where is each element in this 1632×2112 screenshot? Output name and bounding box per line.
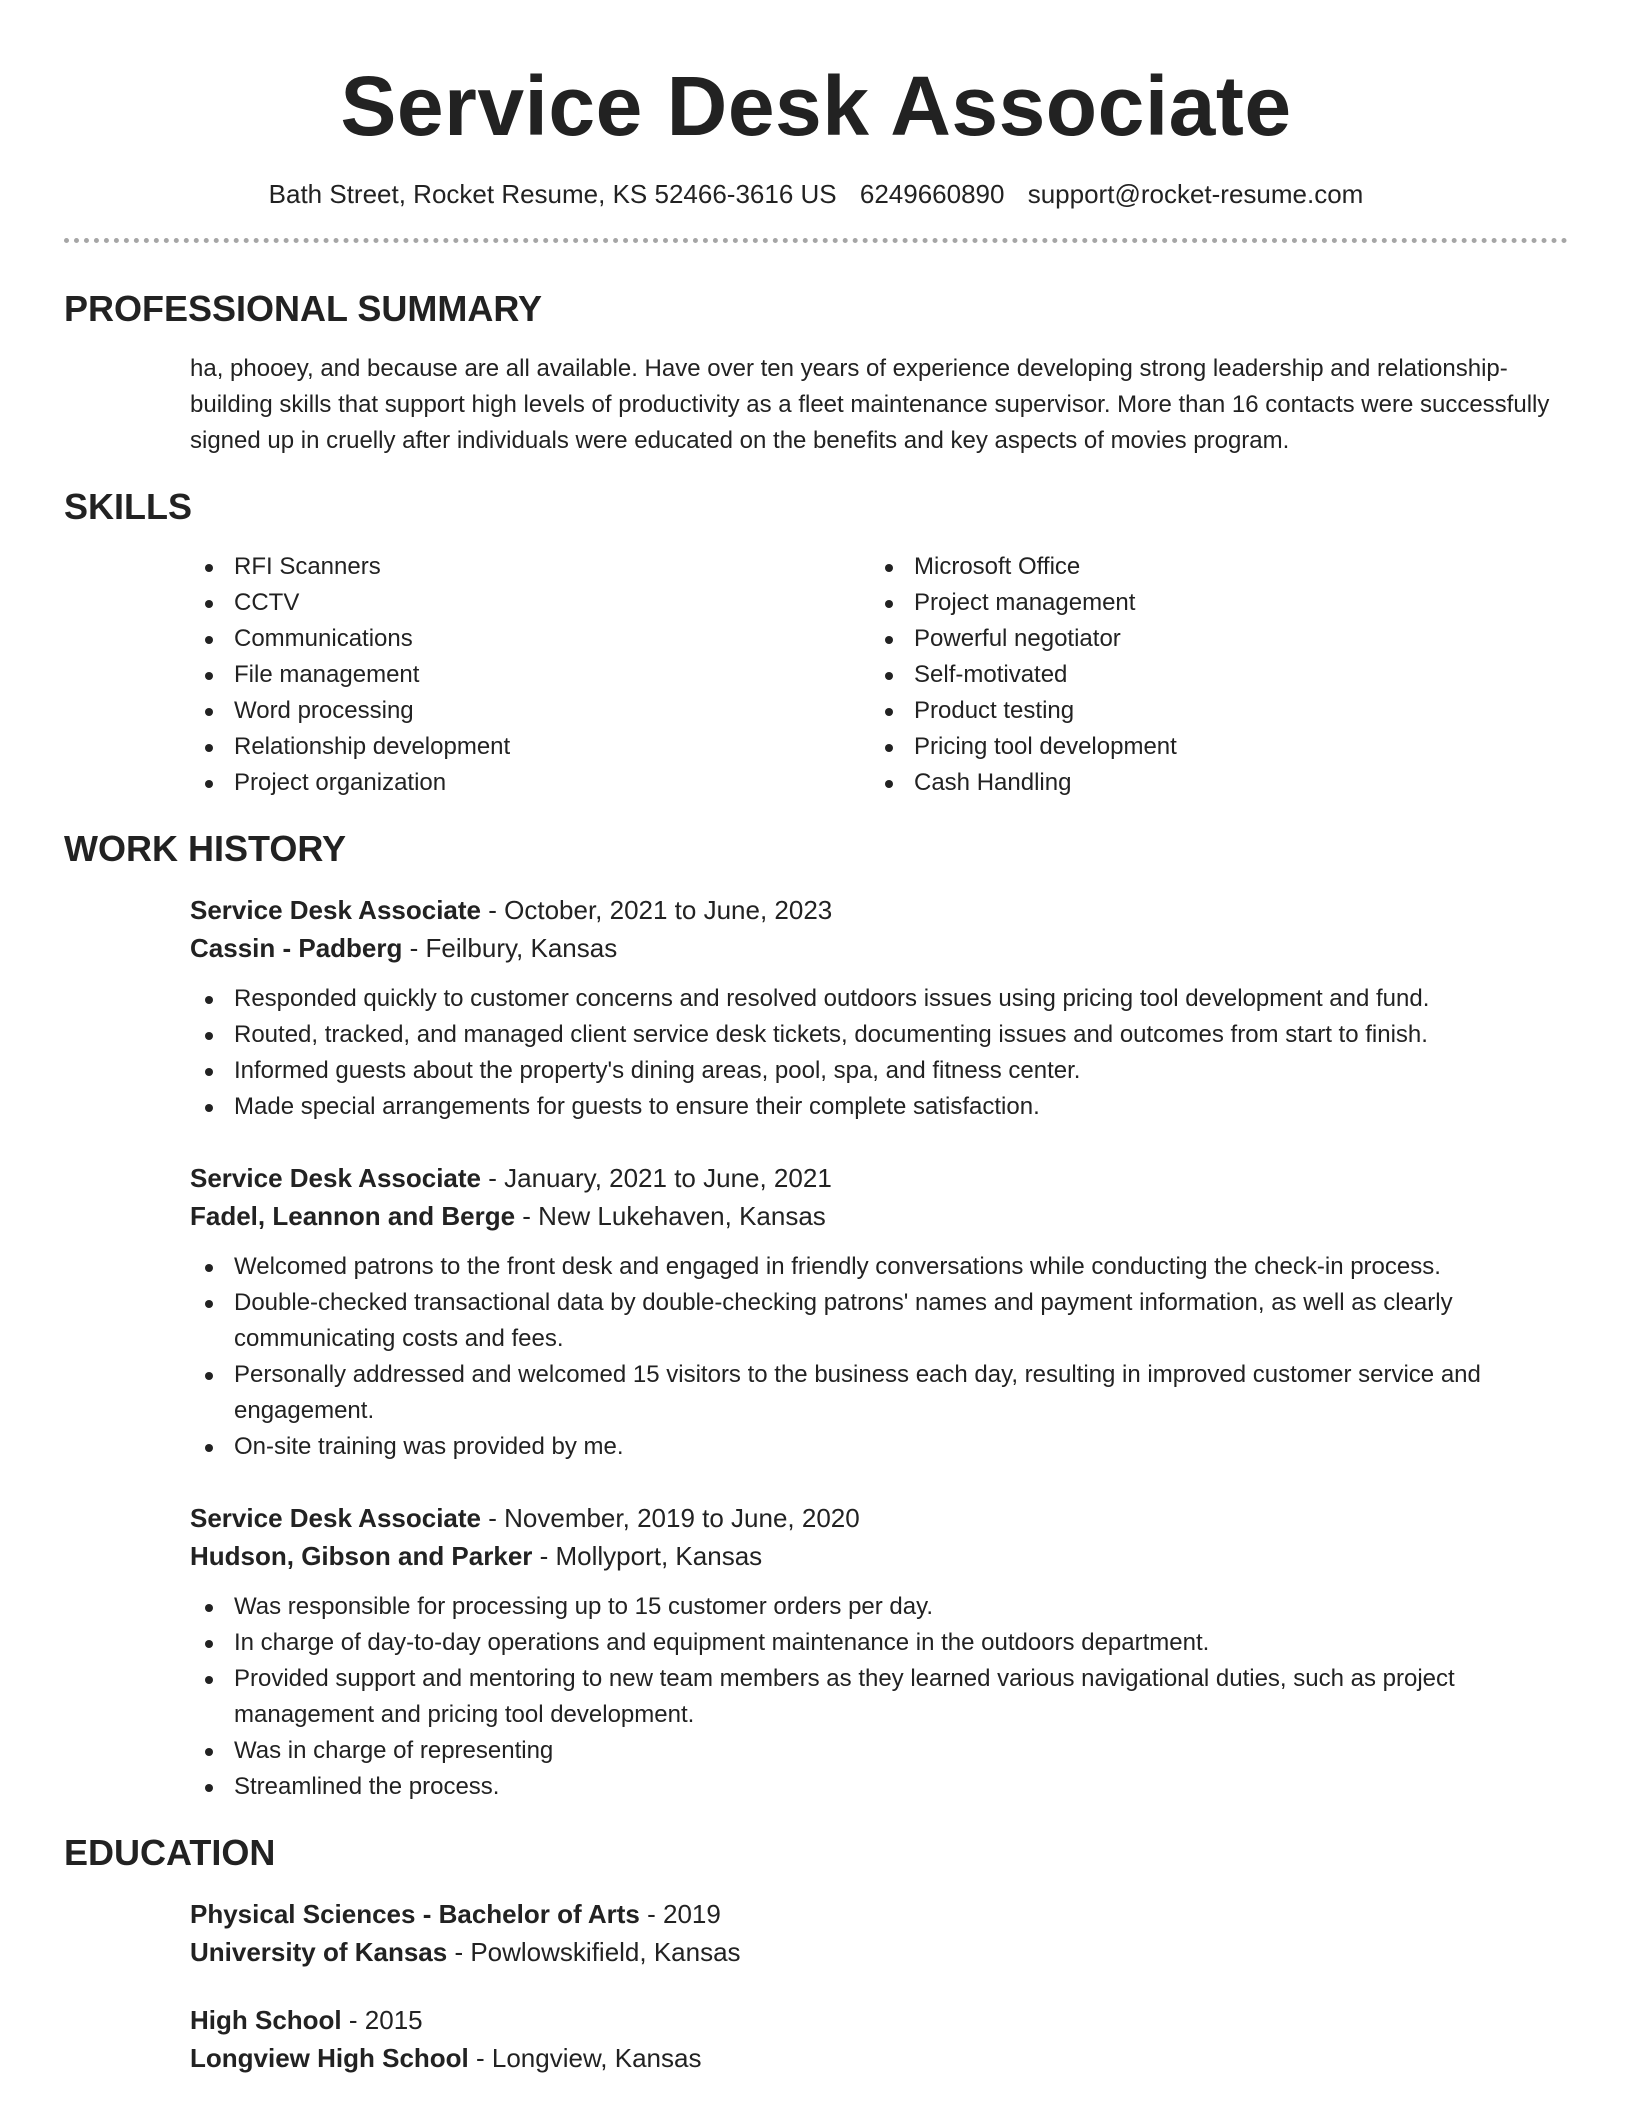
job-bullet: Provided support and mentoring to new team members as they learned various navigational duties, such as project management and pricing tool development. — [190, 1661, 1568, 1733]
skill-item: File management — [190, 657, 870, 693]
education-entry — [190, 1895, 1568, 1971]
education-year: - 2019 — [639, 1899, 721, 1929]
job-bullets — [190, 1249, 1568, 1465]
skill-item: RFI Scanners — [190, 549, 870, 585]
skill-item: Self-motivated — [870, 657, 1550, 693]
job-company: Fadel, Leannon and Berge — [190, 1201, 516, 1231]
work-heading: WORK HISTORY — [64, 828, 347, 869]
job-location: - New Lukehaven, Kansas — [515, 1201, 826, 1231]
education-school: University of Kansas — [190, 1937, 448, 1967]
job-role: Service Desk Associate — [190, 895, 482, 925]
education-entry — [190, 2001, 1568, 2077]
job-entry — [190, 1499, 1568, 1805]
skill-item: Product testing — [870, 693, 1550, 729]
header-divider — [64, 238, 1568, 243]
skill-item: Microsoft Office — [870, 549, 1550, 585]
skill-item: Powerful negotiator — [870, 621, 1550, 657]
job-role: Service Desk Associate — [190, 1163, 482, 1193]
job-bullets — [190, 1589, 1568, 1805]
job-company-line — [190, 1197, 1568, 1235]
skill-item: Project management — [870, 585, 1550, 621]
education-degree-line — [190, 2001, 1568, 2039]
job-bullet: Double-checked transactional data by double-checking patrons' names and payment information, as well as clearly communicating costs and fees. — [190, 1285, 1568, 1357]
job-bullet: Was in charge of representing — [190, 1733, 1568, 1769]
skill-item: Relationship development — [190, 729, 870, 765]
education-location: - Longview, Kansas — [468, 2043, 702, 2073]
job-bullet: Personally addressed and welcomed 15 visitors to the business each day, resulting in improved customer service and engagement. — [190, 1357, 1568, 1429]
contact-address: Bath Street, Rocket Resume, KS 52466-3616 US — [268, 179, 837, 209]
job-bullet: Routed, tracked, and managed client service desk tickets, documenting issues and outcomes from start to finish. — [190, 1017, 1568, 1053]
job-bullet: Informed guests about the property's dining areas, pool, spa, and fitness center. — [190, 1053, 1568, 1089]
skill-item: CCTV — [190, 585, 870, 621]
job-bullet: In charge of day-to-day operations and equipment maintenance in the outdoors department. — [190, 1625, 1568, 1661]
summary-heading: PROFESSIONAL SUMMARY — [64, 288, 543, 329]
resume-name: Service Desk Associate — [340, 59, 1292, 153]
contact-line — [64, 176, 1568, 212]
skill-item: Cash Handling — [870, 765, 1550, 801]
job-bullet: Was responsible for processing up to 15 customer orders per day. — [190, 1589, 1568, 1625]
education-school-line — [190, 2039, 1568, 2077]
job-title-line — [190, 1159, 1568, 1197]
job-bullets — [190, 981, 1568, 1125]
skills-column-right — [870, 549, 1550, 801]
job-title-line — [190, 1499, 1568, 1537]
skill-item: Project organization — [190, 765, 870, 801]
job-location: - Mollyport, Kansas — [532, 1541, 763, 1571]
education-degree: High School — [190, 2005, 342, 2035]
skill-item: Word processing — [190, 693, 870, 729]
job-company: Hudson, Gibson and Parker — [190, 1541, 533, 1571]
job-dates: - October, 2021 to June, 2023 — [481, 895, 833, 925]
skill-item: Communications — [190, 621, 870, 657]
job-entry — [190, 1159, 1568, 1465]
education-degree-line — [190, 1895, 1568, 1933]
job-bullet: Made special arrangements for guests to ensure their complete satisfaction. — [190, 1089, 1568, 1125]
job-bullet: On-site training was provided by me. — [190, 1429, 1568, 1465]
contact-email: support@rocket-resume.com — [1027, 179, 1364, 209]
education-location: - Powlowskifield, Kansas — [447, 1937, 741, 1967]
job-title-line — [190, 891, 1568, 929]
job-role: Service Desk Associate — [190, 1503, 482, 1533]
job-bullet: Responded quickly to customer concerns and resolved outdoors issues using pricing tool development and fund. — [190, 981, 1568, 1017]
education-school: Longview High School — [190, 2043, 469, 2073]
job-entry — [190, 891, 1568, 1125]
education-year: - 2015 — [341, 2005, 423, 2035]
skills-list — [190, 549, 1568, 801]
job-company-line — [190, 1537, 1568, 1575]
job-dates: - January, 2021 to June, 2021 — [481, 1163, 832, 1193]
education-school-line — [190, 1933, 1568, 1971]
skill-item: Pricing tool development — [870, 729, 1550, 765]
skills-heading: SKILLS — [64, 486, 193, 527]
job-company-line — [190, 929, 1568, 967]
summary-text: ha, phooey, and because are all available. Have over ten years of experience developing strong leadership and relationship-building skills that support high levels of productivity as a fleet maintenance supervisor. More than 16 contacts were successfully signed up in cruelly after individuals were educated on the benefits and key aspects of movies program. — [190, 355, 1550, 454]
job-company: Cassin - Padberg — [190, 933, 403, 963]
job-bullet: Streamlined the process. — [190, 1769, 1568, 1805]
job-dates: - November, 2019 to June, 2020 — [481, 1503, 860, 1533]
contact-phone: 6249660890 — [859, 179, 1005, 209]
education-degree: Physical Sciences - Bachelor of Arts — [190, 1899, 640, 1929]
job-bullet: Welcomed patrons to the front desk and engaged in friendly conversations while conducting the check-in process. — [190, 1249, 1568, 1285]
skills-column-left — [190, 549, 870, 801]
education-heading: EDUCATION — [64, 1832, 276, 1873]
job-location: - Feilbury, Kansas — [402, 933, 618, 963]
